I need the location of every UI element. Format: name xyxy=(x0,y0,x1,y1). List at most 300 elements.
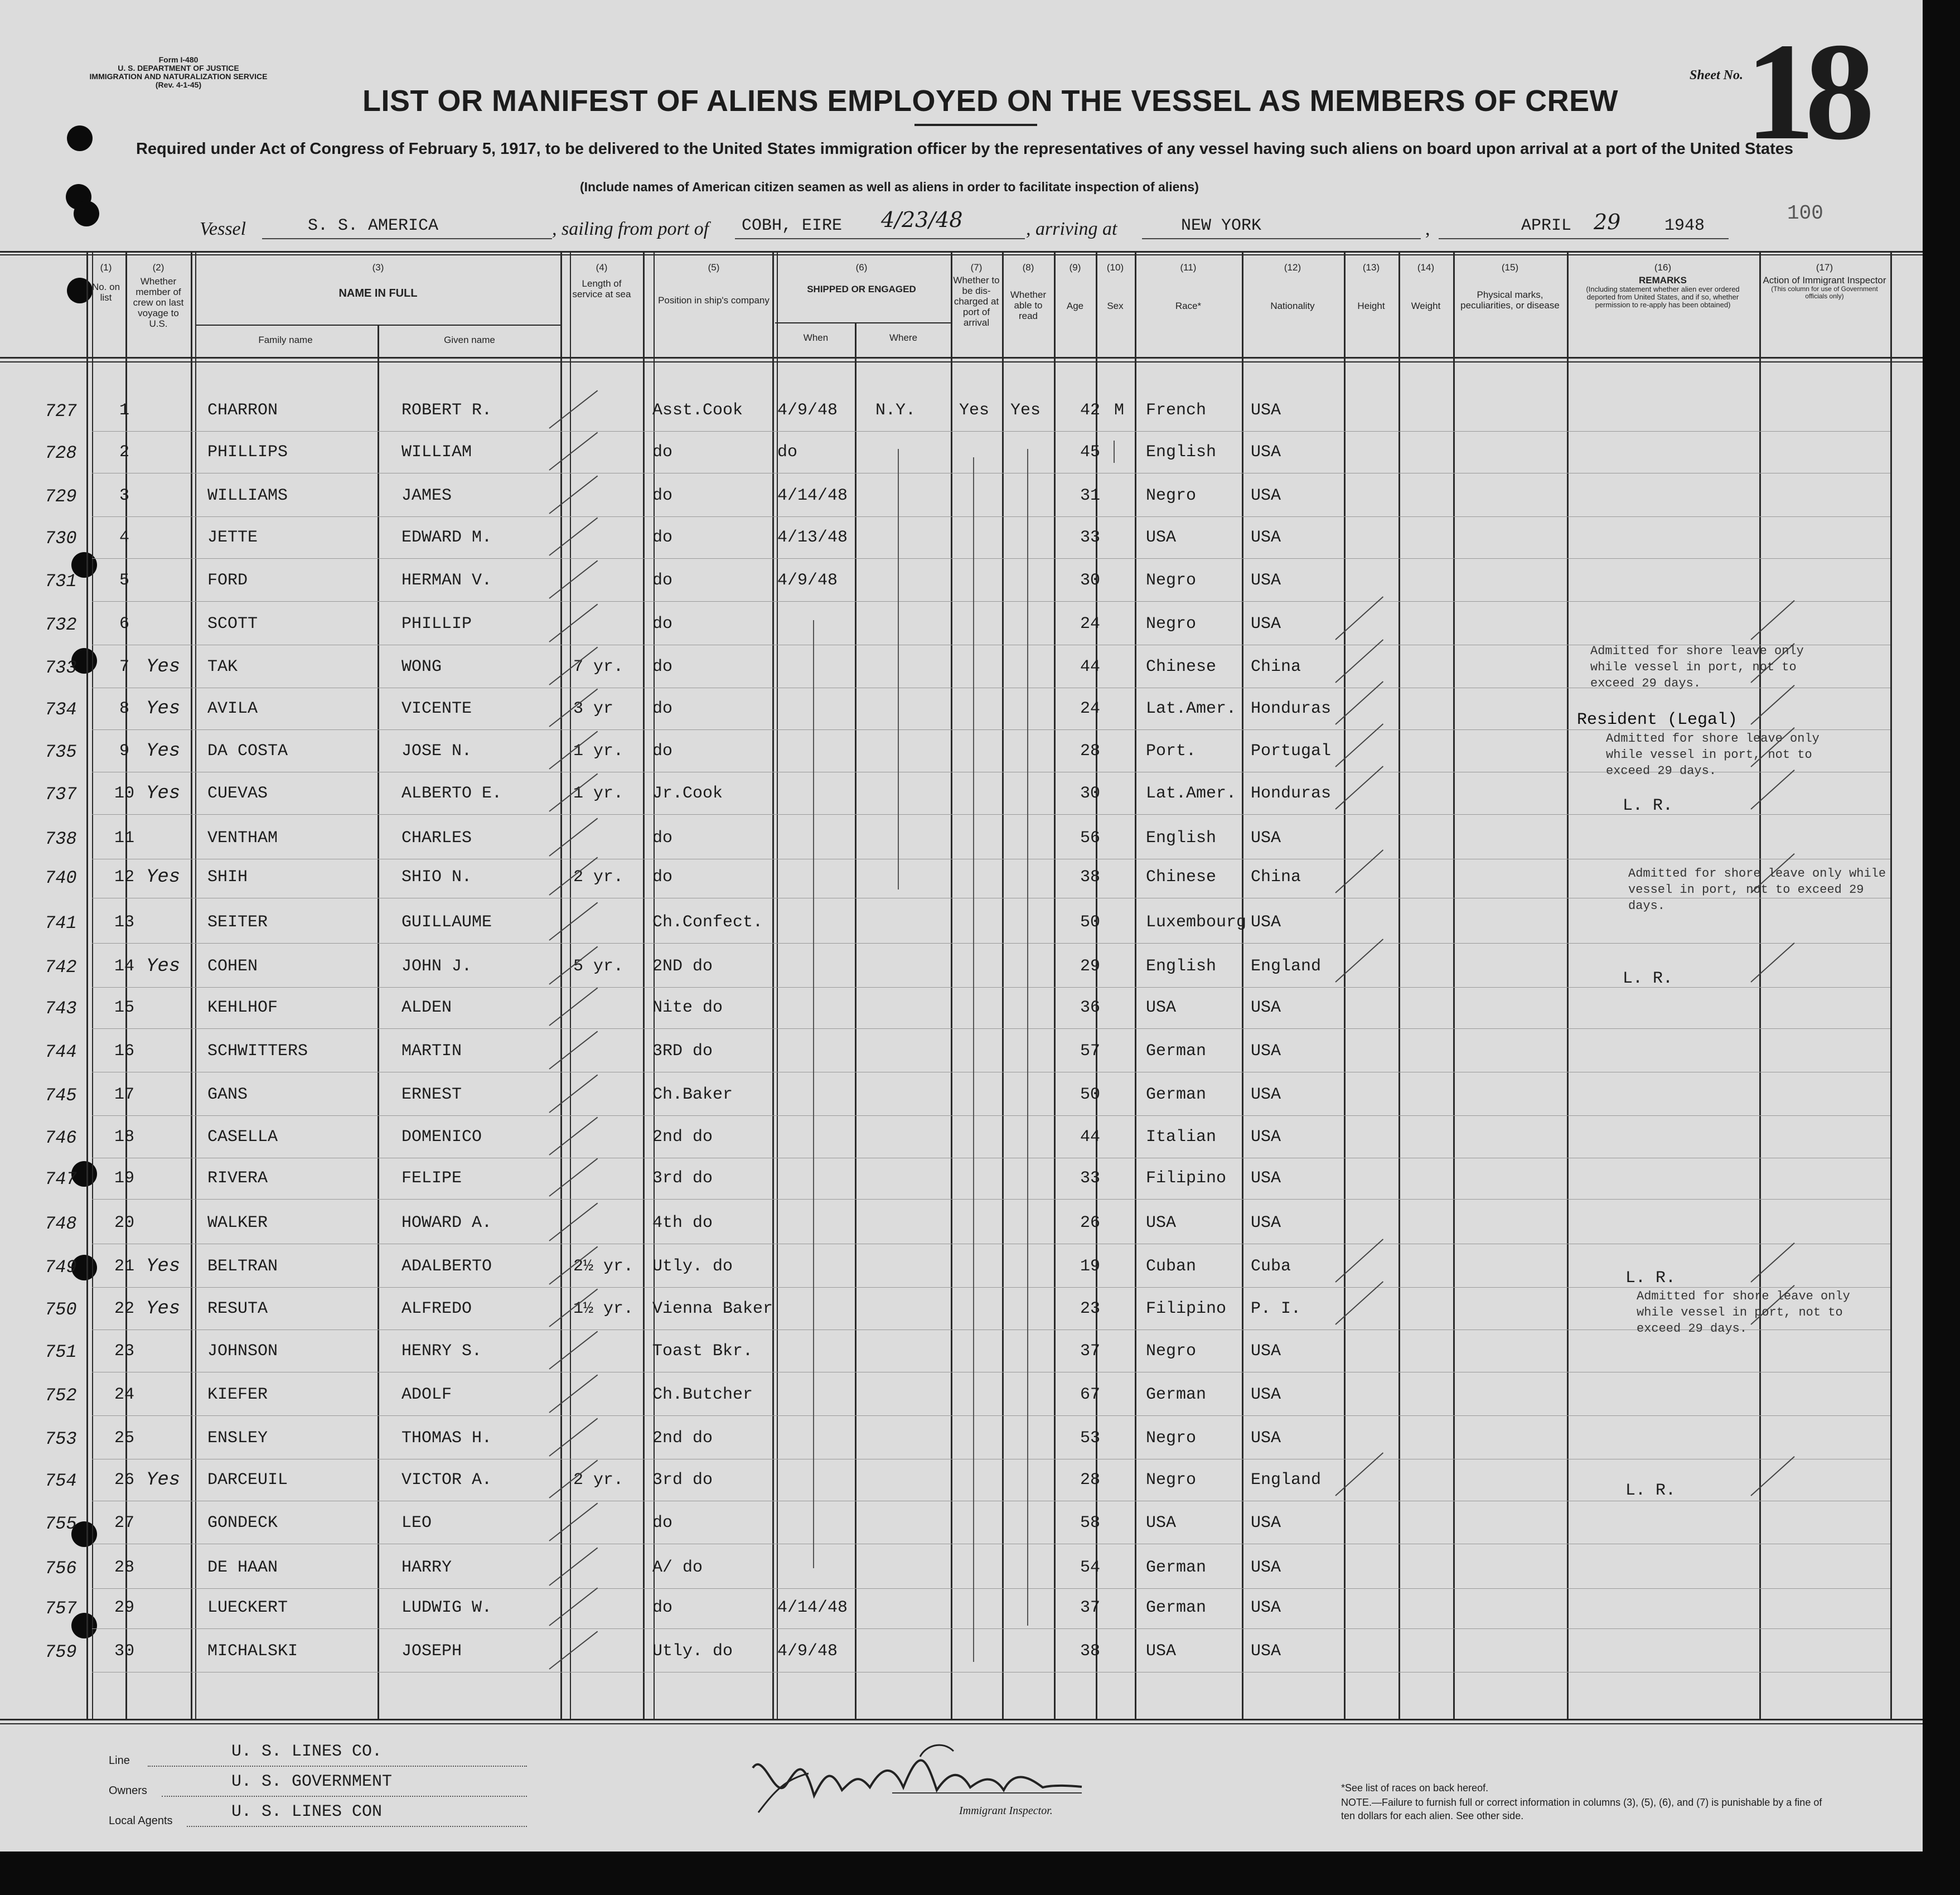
given-name: HENRY S. xyxy=(401,1342,482,1361)
race: Port. xyxy=(1146,742,1197,761)
col-header-inspector: (17) Action of Immigrant Inspector (This column for use of Government officials only) xyxy=(1763,262,1886,300)
family-name: SHIH xyxy=(207,868,248,887)
row-number: 5 xyxy=(119,571,129,590)
crew-last-voyage: Yes xyxy=(146,1298,181,1319)
nationality: Honduras xyxy=(1251,784,1332,803)
col-header-when: When xyxy=(803,332,829,343)
given-name: ALDEN xyxy=(401,998,452,1017)
check-tick xyxy=(549,1158,598,1196)
age: 23 xyxy=(1080,1299,1100,1318)
age: 31 xyxy=(1080,486,1100,505)
nationality: USA xyxy=(1251,1514,1281,1533)
row-ref-number: 741 xyxy=(45,913,77,934)
length-of-service: 1½ yr. xyxy=(573,1299,634,1318)
crew-row xyxy=(0,565,1923,608)
races-note: *See list of races on back hereof. xyxy=(1341,1782,1489,1794)
position: 2nd do xyxy=(652,1128,713,1147)
check-tick xyxy=(549,432,598,470)
race: Negro xyxy=(1146,1342,1197,1361)
col-header-remarks: (16) REMARKS (Including statement whether alien ever ordered deported from United States, and if so, whether permission to re-apply has been obtained) xyxy=(1586,262,1740,309)
position: do xyxy=(652,443,673,462)
nationality: England xyxy=(1251,957,1322,976)
given-name: CHARLES xyxy=(401,829,472,848)
col-header-service: (4) Length of service at sea xyxy=(572,262,631,299)
age: 28 xyxy=(1080,742,1100,761)
age: 53 xyxy=(1080,1429,1100,1448)
crew-last-voyage: Yes xyxy=(146,1256,181,1277)
discharged-flag: Yes xyxy=(959,401,990,420)
given-name: LUDWIG W. xyxy=(401,1598,492,1617)
family-name: WALKER xyxy=(207,1214,268,1232)
form-subtitle: Required under Act of Congress of February 5, 1917, to be delivered to the United States immigration officer by the representatives of any vessel having such aliens on board upon arrival at a port of the United States xyxy=(135,140,1794,158)
check-tick xyxy=(549,1374,598,1413)
row-ref-number: 733 xyxy=(45,658,77,678)
nationality: USA xyxy=(1251,486,1281,505)
crew-row xyxy=(0,1122,1923,1164)
age: 38 xyxy=(1080,1642,1100,1661)
shipped-when: 4/14/48 xyxy=(777,486,848,505)
col-header-read: (8) Whether able to read xyxy=(1010,262,1047,321)
row-number: 30 xyxy=(114,1642,134,1661)
nationality: USA xyxy=(1251,1342,1281,1361)
handwritten-date: 4/23/48 xyxy=(881,207,963,232)
col-header-race: (11) Race* xyxy=(1175,262,1202,311)
row-ref-number: 754 xyxy=(45,1471,77,1491)
line-value: U. S. LINES CO. xyxy=(231,1742,383,1761)
row-number: 22 xyxy=(114,1299,134,1318)
nationality: USA xyxy=(1251,1642,1281,1661)
sex: M xyxy=(1114,401,1124,420)
length-of-service: 7 yr. xyxy=(573,658,624,676)
check-tick xyxy=(549,987,598,1026)
age: 67 xyxy=(1080,1385,1100,1404)
family-name: BELTRAN xyxy=(207,1257,278,1276)
nationality: USA xyxy=(1251,401,1281,420)
check-tick xyxy=(549,560,598,598)
remark-row-14: L. R. xyxy=(1623,969,1673,988)
remark-row-26: L. R. xyxy=(1625,1481,1676,1500)
length-of-service: 5 yr. xyxy=(573,957,624,976)
position: do xyxy=(652,486,673,505)
nationality: USA xyxy=(1251,528,1281,547)
row-number: 26 xyxy=(114,1471,134,1490)
nationality: Portugal xyxy=(1251,742,1332,761)
row-ref-number: 753 xyxy=(45,1429,77,1449)
given-name: VICTOR A. xyxy=(401,1471,492,1490)
nationality: USA xyxy=(1251,913,1281,932)
race: Negro xyxy=(1146,615,1197,634)
race: Negro xyxy=(1146,1471,1197,1490)
position: do xyxy=(652,868,673,887)
race: Lat.Amer. xyxy=(1146,699,1237,718)
nationality: USA xyxy=(1251,1169,1281,1188)
crew-row xyxy=(0,481,1923,523)
shipped-when: 4/9/48 xyxy=(777,571,838,590)
row-number: 6 xyxy=(119,615,129,634)
race: English xyxy=(1146,443,1217,462)
crew-last-voyage: Yes xyxy=(146,956,181,977)
given-name: HOWARD A. xyxy=(401,1214,492,1232)
row-number: 24 xyxy=(114,1385,134,1404)
nationality: Honduras xyxy=(1251,699,1332,718)
family-name: ENSLEY xyxy=(207,1429,268,1448)
title-underline xyxy=(914,124,1037,126)
family-name: LUECKERT xyxy=(207,1598,288,1617)
row-ref-number: 732 xyxy=(45,615,77,635)
position: Jr.Cook xyxy=(652,784,723,803)
punch-hole xyxy=(67,278,93,303)
given-name: PHILLIP xyxy=(401,615,472,634)
family-name: RIVERA xyxy=(207,1169,268,1188)
given-name: EDWARD M. xyxy=(401,528,492,547)
row-number: 11 xyxy=(114,829,134,848)
ditto-line xyxy=(1027,449,1028,1626)
crew-row xyxy=(0,1593,1923,1635)
position: Ch.Confect. xyxy=(652,913,763,932)
crew-row xyxy=(0,1336,1923,1379)
age: 38 xyxy=(1080,868,1100,887)
race: USA xyxy=(1146,528,1177,547)
position: Ch.Butcher xyxy=(652,1385,753,1404)
race: Chinese xyxy=(1146,868,1217,887)
race: German xyxy=(1146,1085,1207,1104)
family-name: GONDECK xyxy=(207,1514,278,1533)
race: German xyxy=(1146,1598,1207,1617)
row-number: 4 xyxy=(119,528,129,547)
age: 29 xyxy=(1080,957,1100,976)
remark-row-8: Resident (Legal) xyxy=(1577,710,1738,729)
inspector-label: Immigrant Inspector. xyxy=(959,1805,1053,1817)
row-number: 20 xyxy=(114,1214,134,1232)
row-ref-number: 742 xyxy=(45,957,77,978)
remark-row-12: Admitted for shore leave only while vessel in port, not to exceed 29 days. xyxy=(1628,867,1886,913)
age: 24 xyxy=(1080,699,1100,718)
check-tick xyxy=(549,603,598,642)
age: 30 xyxy=(1080,784,1100,803)
position: 2nd do xyxy=(652,1429,713,1448)
crew-row xyxy=(0,1080,1923,1122)
row-ref-number: 748 xyxy=(45,1214,77,1234)
race: German xyxy=(1146,1042,1207,1061)
able-to-read: Yes xyxy=(1010,401,1041,420)
sailing-label: , sailing from port of xyxy=(552,219,709,239)
page-title: LIST OR MANIFEST OF ALIENS EMPLOYED ON THE VESSEL AS MEMBERS OF CREW xyxy=(362,84,1619,118)
check-tick xyxy=(549,1587,598,1626)
position: do xyxy=(652,571,673,590)
race: Filipino xyxy=(1146,1299,1227,1318)
length-of-service: 3 yr xyxy=(573,699,614,718)
race: USA xyxy=(1146,1642,1177,1661)
row-number: 21 xyxy=(114,1257,134,1276)
col-header-physical: (15) Physical marks, peculiarities, or disease xyxy=(1460,262,1560,311)
col-header-sex: (10) Sex xyxy=(1106,262,1124,311)
row-ref-number: 735 xyxy=(45,742,77,762)
position: Ch.Baker xyxy=(652,1085,733,1104)
remark-row-7: Admitted for shore leave only while vessel in port, not to exceed 29 days. xyxy=(1590,644,1804,690)
age: 33 xyxy=(1080,1169,1100,1188)
age: 30 xyxy=(1080,571,1100,590)
row-ref-number: 729 xyxy=(45,486,77,507)
col-header-where: Where xyxy=(889,332,918,343)
nationality: China xyxy=(1251,868,1301,887)
position: do xyxy=(652,742,673,761)
position: do xyxy=(652,528,673,547)
length-of-service: 2½ yr. xyxy=(573,1257,634,1276)
given-name: WONG xyxy=(401,658,442,676)
check-tick xyxy=(549,1031,598,1069)
row-number: 8 xyxy=(119,699,129,718)
age: 28 xyxy=(1080,1471,1100,1490)
check-tick xyxy=(549,517,598,555)
given-name: ADALBERTO xyxy=(401,1257,492,1276)
port-to: NEW YORK xyxy=(1181,216,1262,235)
crew-last-voyage: Yes xyxy=(146,1469,181,1491)
race: Filipino xyxy=(1146,1169,1227,1188)
family-name: DARCEUIL xyxy=(207,1471,288,1490)
row-ref-number: 730 xyxy=(45,528,77,549)
arriving-label: , arriving at xyxy=(1026,219,1117,239)
row-number: 3 xyxy=(119,486,129,505)
crew-row xyxy=(0,993,1923,1035)
col-header-position: (5) Position in ship's company xyxy=(658,262,770,306)
age: 19 xyxy=(1080,1257,1100,1276)
line-label: Line xyxy=(109,1754,130,1767)
row-number: 28 xyxy=(114,1558,134,1577)
check-tick xyxy=(549,1074,598,1113)
row-ref-number: 755 xyxy=(45,1514,77,1534)
check-tick xyxy=(549,1631,598,1669)
family-name: JETTE xyxy=(207,528,258,547)
age: 37 xyxy=(1080,1598,1100,1617)
family-name: FORD xyxy=(207,571,248,590)
family-name: SEITER xyxy=(207,913,268,932)
check-tick xyxy=(549,1502,598,1541)
given-name: DOMENICO xyxy=(401,1128,482,1147)
age: 50 xyxy=(1080,913,1100,932)
row-ref-number: 738 xyxy=(45,829,77,849)
race: English xyxy=(1146,829,1217,848)
position: 4th do xyxy=(652,1214,713,1232)
given-name: WILLIAM xyxy=(401,443,472,462)
ditto-line xyxy=(898,449,899,890)
nationality: USA xyxy=(1251,1385,1281,1404)
age: 24 xyxy=(1080,615,1100,634)
crew-last-voyage: Yes xyxy=(146,741,181,762)
given-name: HARRY xyxy=(401,1558,452,1577)
crew-row xyxy=(0,437,1923,480)
nationality: USA xyxy=(1251,1598,1281,1617)
row-ref-number: 756 xyxy=(45,1558,77,1579)
shipped-where: N.Y. xyxy=(875,401,916,420)
family-name: JOHNSON xyxy=(207,1342,278,1361)
row-ref-number: 727 xyxy=(45,401,77,422)
given-name: ALBERTO E. xyxy=(401,784,502,803)
shipped-when: 4/9/48 xyxy=(777,401,838,420)
col-header-crew: (2) Whether member of crew on last voyage to U.S. xyxy=(133,262,184,329)
nationality: USA xyxy=(1251,1558,1281,1577)
crew-row xyxy=(0,1294,1923,1336)
family-name: MICHALSKI xyxy=(207,1642,298,1661)
row-number: 19 xyxy=(114,1169,134,1188)
family-name: CHARRON xyxy=(207,401,278,420)
crew-last-voyage: Yes xyxy=(146,783,181,804)
ditto-line xyxy=(1114,441,1115,463)
race: USA xyxy=(1146,998,1177,1017)
position: Utly. do xyxy=(652,1642,733,1661)
row-ref-number: 751 xyxy=(45,1342,77,1362)
race: USA xyxy=(1146,1214,1177,1232)
family-name: DE HAAN xyxy=(207,1558,278,1577)
nationality: USA xyxy=(1251,1214,1281,1232)
col-header-nationality: (12) Nationality xyxy=(1270,262,1315,311)
position: 2ND do xyxy=(652,957,713,976)
family-name: DA COSTA xyxy=(207,742,288,761)
row-ref-number: 734 xyxy=(45,699,77,720)
position: do xyxy=(652,615,673,634)
ditto-line xyxy=(813,620,814,1568)
given-name: ALFREDO xyxy=(401,1299,472,1318)
remark-row-9: Admitted for shore leave only while vessel in port, not to exceed 29 days. xyxy=(1606,732,1819,778)
arrival-year: 1948 xyxy=(1664,216,1705,235)
position: A/ do xyxy=(652,1558,703,1577)
race: Luxembourg xyxy=(1146,913,1247,932)
position: 3rd do xyxy=(652,1471,713,1490)
given-name: FELIPE xyxy=(401,1169,462,1188)
given-name: ROBERT R. xyxy=(401,401,492,420)
row-ref-number: 750 xyxy=(45,1299,77,1320)
given-name: MARTIN xyxy=(401,1042,462,1061)
check-tick xyxy=(549,1116,598,1155)
agents-value: U. S. LINES CON xyxy=(231,1802,383,1821)
nationality: P. I. xyxy=(1251,1299,1301,1318)
given-name: VICENTE xyxy=(401,699,472,718)
nationality: USA xyxy=(1251,1085,1281,1104)
row-ref-number: 747 xyxy=(45,1169,77,1190)
given-name: JOHN J. xyxy=(401,957,472,976)
race: Lat.Amer. xyxy=(1146,784,1237,803)
given-name: ERNEST xyxy=(401,1085,462,1104)
given-name: JOSEPH xyxy=(401,1642,462,1661)
page-count: 100 xyxy=(1787,202,1823,225)
family-name: WILLIAMS xyxy=(207,486,288,505)
given-name: ADOLF xyxy=(401,1385,452,1404)
sheet-number: 18 xyxy=(1745,14,1865,169)
col-header-weight: (14) Weight xyxy=(1411,262,1441,311)
crew-row xyxy=(0,1208,1923,1250)
row-ref-number: 740 xyxy=(45,868,77,888)
arrival-month: APRIL xyxy=(1521,216,1572,235)
owners-label: Owners xyxy=(109,1785,147,1797)
crew-last-voyage: Yes xyxy=(146,867,181,888)
remark-row-21b: Admitted for shore leave only while vessel in port, not to exceed 29 days. xyxy=(1637,1289,1850,1336)
position: do xyxy=(652,1514,673,1533)
age: 44 xyxy=(1080,1128,1100,1147)
col-header-family: Family name xyxy=(258,335,313,345)
position: Vienna Baker xyxy=(652,1299,773,1318)
col-header-discharged: (7) Whether to be dis-charged at port of arrival xyxy=(953,262,1000,328)
manifest-sheet: Form I-480 U. S. DEPARTMENT OF JUSTICE IMMIGRATION AND NATURALIZATION SERVICE (Rev. 4-1-45) LIST OR MANIFEST OF ALIENS EMPLOYED ON THE VESSEL AS MEMBERS OF CREW Required under Act of Congress of February 5, 1917, to be delivered to the United States immigration officer by the representatives of any vessel having such aliens on board upon arrival at a port of the United States (Include names of American citizen seamen as well as aliens in order to facilitate inspection of aliens) Sheet No. 18 Vessel S. S. AMERICA , sailing from port of COBH, EIRE 4/23/48 , arriving at NEW YORK , APRIL 29 1948 100 (1) No. on list (2) Whether member of crew on last voyage to U.S. (3) NAME IN FULL Family name Given name (4) Length of service at sea (5) Position in ship's company (6) SHIPPED OR ENGAGED When Where (7) Whether to be dis-charged at port of arrival (8) Whether able to read (9) Age (10) Sex (11) Race* (12) Nationality (13) Height (14) Weight (15) Physical marks, peculiarities, or disease (16) REMARKS (Including statement whether alien ever ordered deported from United States, and if so, whether permission to re-apply has been obtained) (17) Action of Immigrant Inspector (This column for use of Government officials only) 727 1 CHARRON ROBERT R. Asst.Cook 4/9/48 N.Y. Yes Yes 42 M French USA 728 2 PHILLIPS WILLIAM do do 45 English USA 729 3 WILLIAMS JAMES do 4/14/48 31 Negro USA 730 4 JETTE EDWARD M. do 4/13/48 33 USA USA 731 5 FORD HERMAN V. do 4/9/48 30 Negro USA 732 6 SCOTT PHILLIP do 24 Negro USA 733 Yes 7 TAK WONG 7 yr. do 44 Chinese China 734 Yes 8 AVILA VICENTE 3 yr do 24 Lat.Amer. Honduras 735 Yes 9 DA COSTA JOSE N. 1 yr. do 28 Port. Portugal 737 Yes 10 CUEVAS ALBERTO E. 1 yr. Jr.Cook 30 Lat.Amer. Honduras 738 11 VENTHAM CHARLES do 56 English USA 740 Yes 12 SHIH SHIO N. 2 yr. do 38 Chinese China 741 13 SEITER GUILLAUME Ch.Confect. 50 Luxembourg USA 742 Yes 14 COHEN JOHN J. 5 yr. 2ND do 29 English England 743 15 KEHLHOF ALDEN Nite do 36 USA USA 744 16 SCHWITTERS MARTIN 3RD do 57 German USA 745 17 GANS ERNEST Ch.Baker 50 German USA 746 18 CASELLA DOMENICO 2nd do 44 Italian USA 747 19 RIVERA FELIPE 3rd do 33 Filipino USA 748 20 WALKER HOWARD A. 4th do 26 USA USA 749 Yes 21 BELTRAN ADALBERTO 2½ yr. Utly. do 19 Cuban Cuba 750 Yes 22 RESUTA ALFREDO 1½ yr. Vienna Baker 23 Filipino P. I. 751 23 JOHNSON HENRY S. Toast Bkr. 37 Negro USA 752 24 KIEFER ADOLF Ch.Butcher 67 German USA 753 25 ENSLEY THOMAS H. 2nd do 53 Negro USA 754 Yes 26 DARCEUIL VICTOR A. 2 yr. 3rd do 28 Negro England 755 27 GONDECK LEO do 58 USA USA 756 28 DE HAAN HARRY A/ do 54 German USA 757 29 LUECKERT LUDWIG W. do 4/14/48 37 German USA 759 30 MICHALSKI JOSEPH Utly. do 4/9/48 38 USA USA Admitted for shore leave only while vessel in port, not to exceed 29 days. Resident (Legal) Admitted for shore leave only while vessel in port, not to exceed 29 days. L. R. Admitted for shore leave only while vessel in port, not to exceed 29 days. L. R. L. R. Admitted for shore leave only while vessel in port, not to exceed 29 days. L. R. Line U. S. LINES CO. Owners U. S. GOVERNMENT Local Agents U. S. LINES CON Immigrant Inspector. *See list of races on back hereof. NOTE.—Failure to furnish full or correct information in columns (3), (5), (6), and (7) is punishable by a fine of ten dollars for each alien. See other side. xyxy=(0,0,1923,1852)
form-identifier: Form I-480 U. S. DEPARTMENT OF JUSTICE IMMIGRATION AND NATURALIZATION SERVICE (Rev. 4-1-45) xyxy=(89,55,268,89)
family-name: TAK xyxy=(207,658,238,676)
nationality: USA xyxy=(1251,1128,1281,1147)
col-header-shipped: (6) SHIPPED OR ENGAGED xyxy=(807,262,916,294)
position: do xyxy=(652,699,673,718)
vessel-label: Vessel xyxy=(200,219,246,239)
row-ref-number: 759 xyxy=(45,1642,77,1662)
length-of-service: 1 yr. xyxy=(573,742,624,761)
given-name: THOMAS H. xyxy=(401,1429,492,1448)
owners-value: U. S. GOVERNMENT xyxy=(231,1772,393,1791)
row-ref-number: 743 xyxy=(45,998,77,1019)
row-ref-number: 737 xyxy=(45,784,77,805)
age: 26 xyxy=(1080,1214,1100,1232)
col-header-no: (1) No. on list xyxy=(91,262,120,303)
race: French xyxy=(1146,401,1207,420)
family-name: KEHLHOF xyxy=(207,998,278,1017)
row-ref-number: 757 xyxy=(45,1598,77,1619)
family-name: SCOTT xyxy=(207,615,258,634)
sheet-label: Sheet No. xyxy=(1690,68,1743,83)
row-number: 16 xyxy=(114,1042,134,1061)
age: 54 xyxy=(1080,1558,1100,1577)
family-name: COHEN xyxy=(207,957,258,976)
agents-label: Local Agents xyxy=(109,1815,173,1827)
length-of-service: 2 yr. xyxy=(573,1471,624,1490)
given-name: HERMAN V. xyxy=(401,571,492,590)
row-ref-number: 745 xyxy=(45,1085,77,1106)
check-tick xyxy=(549,1202,598,1241)
race: German xyxy=(1146,1385,1207,1404)
crew-row xyxy=(0,1380,1923,1422)
row-ref-number: 752 xyxy=(45,1385,77,1406)
race: Italian xyxy=(1146,1128,1217,1147)
arrival-day: 29 xyxy=(1594,210,1621,234)
row-number: 9 xyxy=(119,742,129,761)
col-header-name: (3) NAME IN FULL xyxy=(338,262,418,299)
age: 33 xyxy=(1080,528,1100,547)
nationality: Cuba xyxy=(1251,1257,1291,1276)
row-number: 15 xyxy=(114,998,134,1017)
given-name: JOSE N. xyxy=(401,742,472,761)
row-number: 7 xyxy=(119,658,129,676)
nationality: USA xyxy=(1251,443,1281,462)
age: 58 xyxy=(1080,1514,1100,1533)
row-number: 10 xyxy=(114,784,134,803)
ditto-line xyxy=(973,457,974,1662)
col-header-given: Given name xyxy=(444,335,495,345)
row-number: 1 xyxy=(119,401,129,420)
check-tick xyxy=(549,1418,598,1456)
row-ref-number: 728 xyxy=(45,443,77,463)
shipped-when: do xyxy=(777,443,798,462)
shipped-when: 4/9/48 xyxy=(777,1642,838,1661)
age: 36 xyxy=(1080,998,1100,1017)
shipped-when: 4/14/48 xyxy=(777,1598,848,1617)
family-name: AVILA xyxy=(207,699,258,718)
row-number: 18 xyxy=(114,1128,134,1147)
position: Utly. do xyxy=(652,1257,733,1276)
check-tick xyxy=(549,390,598,428)
nationality: USA xyxy=(1251,829,1281,848)
row-number: 23 xyxy=(114,1342,134,1361)
row-number: 27 xyxy=(114,1514,134,1533)
family-name: CASELLA xyxy=(207,1128,278,1147)
row-number: 14 xyxy=(114,957,134,976)
row-number: 17 xyxy=(114,1085,134,1104)
row-ref-number: 746 xyxy=(45,1128,77,1148)
position: do xyxy=(652,829,673,848)
col-header-age: (9) Age xyxy=(1066,262,1084,311)
